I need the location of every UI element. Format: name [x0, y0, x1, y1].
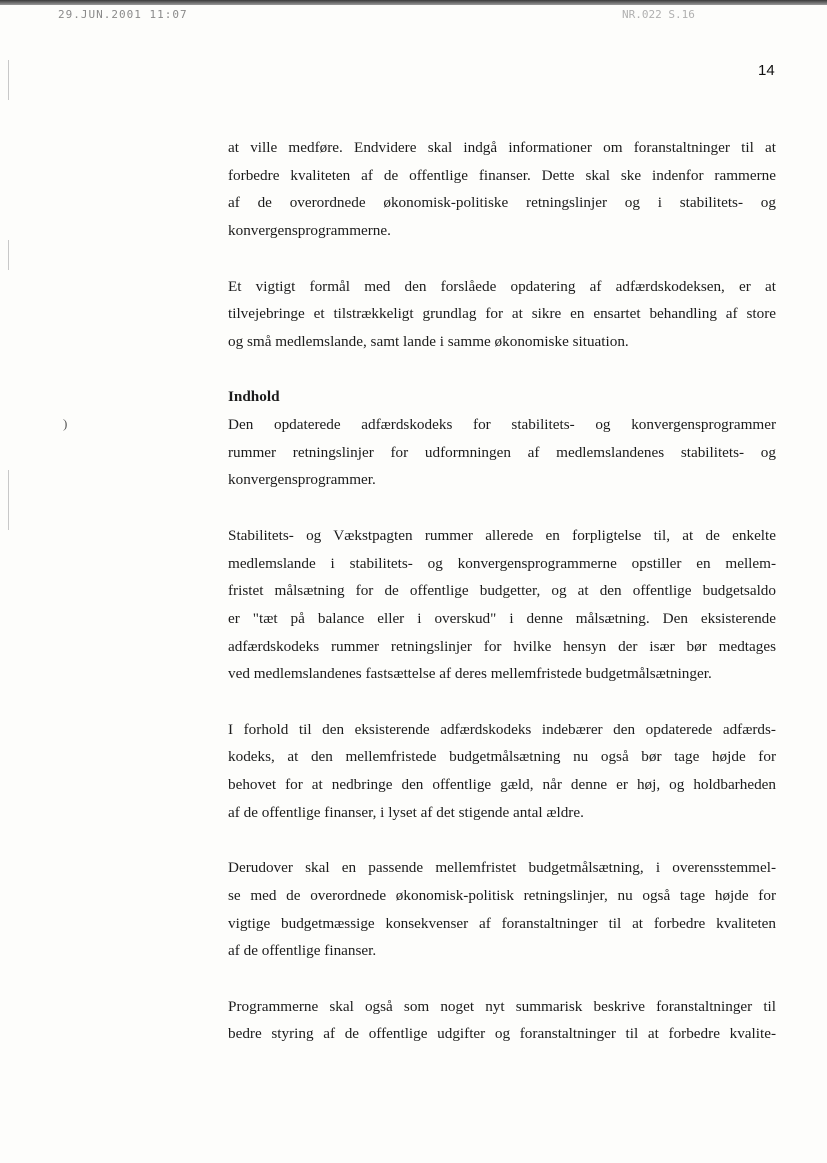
- text-line: konvergensprogrammerne.: [228, 222, 391, 240]
- text-line: bedre styring af de offentlige udgifter og foranstaltninger til at forbedre kvalite-: [228, 1025, 776, 1043]
- body-paragraph: [228, 716, 776, 827]
- text-line: behovet for at nedbringe den offentlige gæld, når denne er høj, og holdbarheden: [228, 776, 776, 794]
- body-paragraph: [228, 273, 776, 356]
- text-line: konvergensprogrammer.: [228, 471, 376, 489]
- document-body: [228, 134, 776, 1076]
- text-line: rummer retningslinjer for udformningen af medlemslandenes stabilitets- og: [228, 443, 776, 461]
- text-line: adfærdskodeks rummer retningslinjer for hvilke hensyn der især bør medtages: [228, 637, 776, 655]
- text-line: medlemslande i stabilitets- og konvergensprogrammerne opstiller en mellem-: [228, 554, 776, 572]
- text-line: Et vigtigt formål med den forslåede opdatering af adfærdskodeksen, er at: [228, 277, 776, 295]
- body-paragraph: [228, 854, 776, 965]
- text-line: fristet målsætning for de offentlige budgetter, og at den offentlige budgetsaldo: [228, 582, 776, 600]
- text-line: se med de overordnede økonomisk-politisk retningslinjer, nu også tage højde for: [228, 886, 776, 904]
- fax-header-timestamp: 29.JUN.2001 11:07: [58, 8, 188, 21]
- body-paragraph: [228, 411, 776, 494]
- fax-page-mark: NR.022 S.16: [622, 8, 695, 21]
- text-line: at ville medføre. Endvidere skal indgå informationer om foranstaltninger til at: [228, 139, 776, 156]
- body-paragraph: [228, 522, 776, 688]
- scan-artifact-line: [8, 60, 9, 100]
- body-paragraph: [228, 993, 776, 1048]
- text-line: vigtige budgetmæssige konsekvenser af foranstaltninger til at forbedre kvaliteten: [228, 914, 776, 932]
- text-line: kodeks, at den mellemfristede budgetmålsætning nu også bør tage højde for: [228, 748, 776, 766]
- text-line: I forhold til den eksisterende adfærdskodeks indebærer den opdaterede adfærds-: [228, 720, 776, 738]
- scan-artifact-line: [8, 240, 9, 270]
- scan-artifact-line: [8, 470, 9, 530]
- section-heading: Indhold: [228, 388, 280, 406]
- text-line: ved medlemslandenes fastsættelse af deres mellemfristede budgetmålsætninger.: [228, 665, 712, 683]
- stray-scan-mark: ): [63, 416, 68, 431]
- text-line: af de overordnede økonomisk-politiske retningslinjer og i stabilitets- og: [228, 194, 776, 212]
- text-line: forbedre kvaliteten af de offentlige finanser. Dette skal ske indenfor rammerne: [228, 166, 776, 184]
- text-line: Stabilitets- og Vækstpagten rummer allerede en forpligtelse til, at de enkelte: [228, 526, 776, 544]
- text-line: er "tæt på balance eller i overskud" i denne målsætning. Den eksisterende: [228, 609, 776, 627]
- text-line: Derudover skal en passende mellemfristet budgetmålsætning, i overensstemmel-: [228, 859, 776, 877]
- text-line: og små medlemslande, samt lande i samme økonomiske situation.: [228, 332, 629, 350]
- text-line: Den opdaterede adfærdskodeks for stabilitets- og konvergensprogrammer: [228, 416, 776, 433]
- text-line: af de offentlige finanser, i lyset af det stigende antal ældre.: [228, 803, 584, 821]
- page-number: 14: [758, 62, 775, 79]
- text-line: af de offentlige finanser.: [228, 942, 377, 960]
- text-line: Programmerne skal også som noget nyt summarisk beskrive foranstaltninger til: [228, 997, 776, 1015]
- text-line: tilvejebringe et tilstrækkeligt grundlag for at sikre en ensartet behandling af store: [228, 305, 776, 323]
- top-scan-border: [0, 0, 827, 5]
- body-paragraph: [228, 134, 776, 245]
